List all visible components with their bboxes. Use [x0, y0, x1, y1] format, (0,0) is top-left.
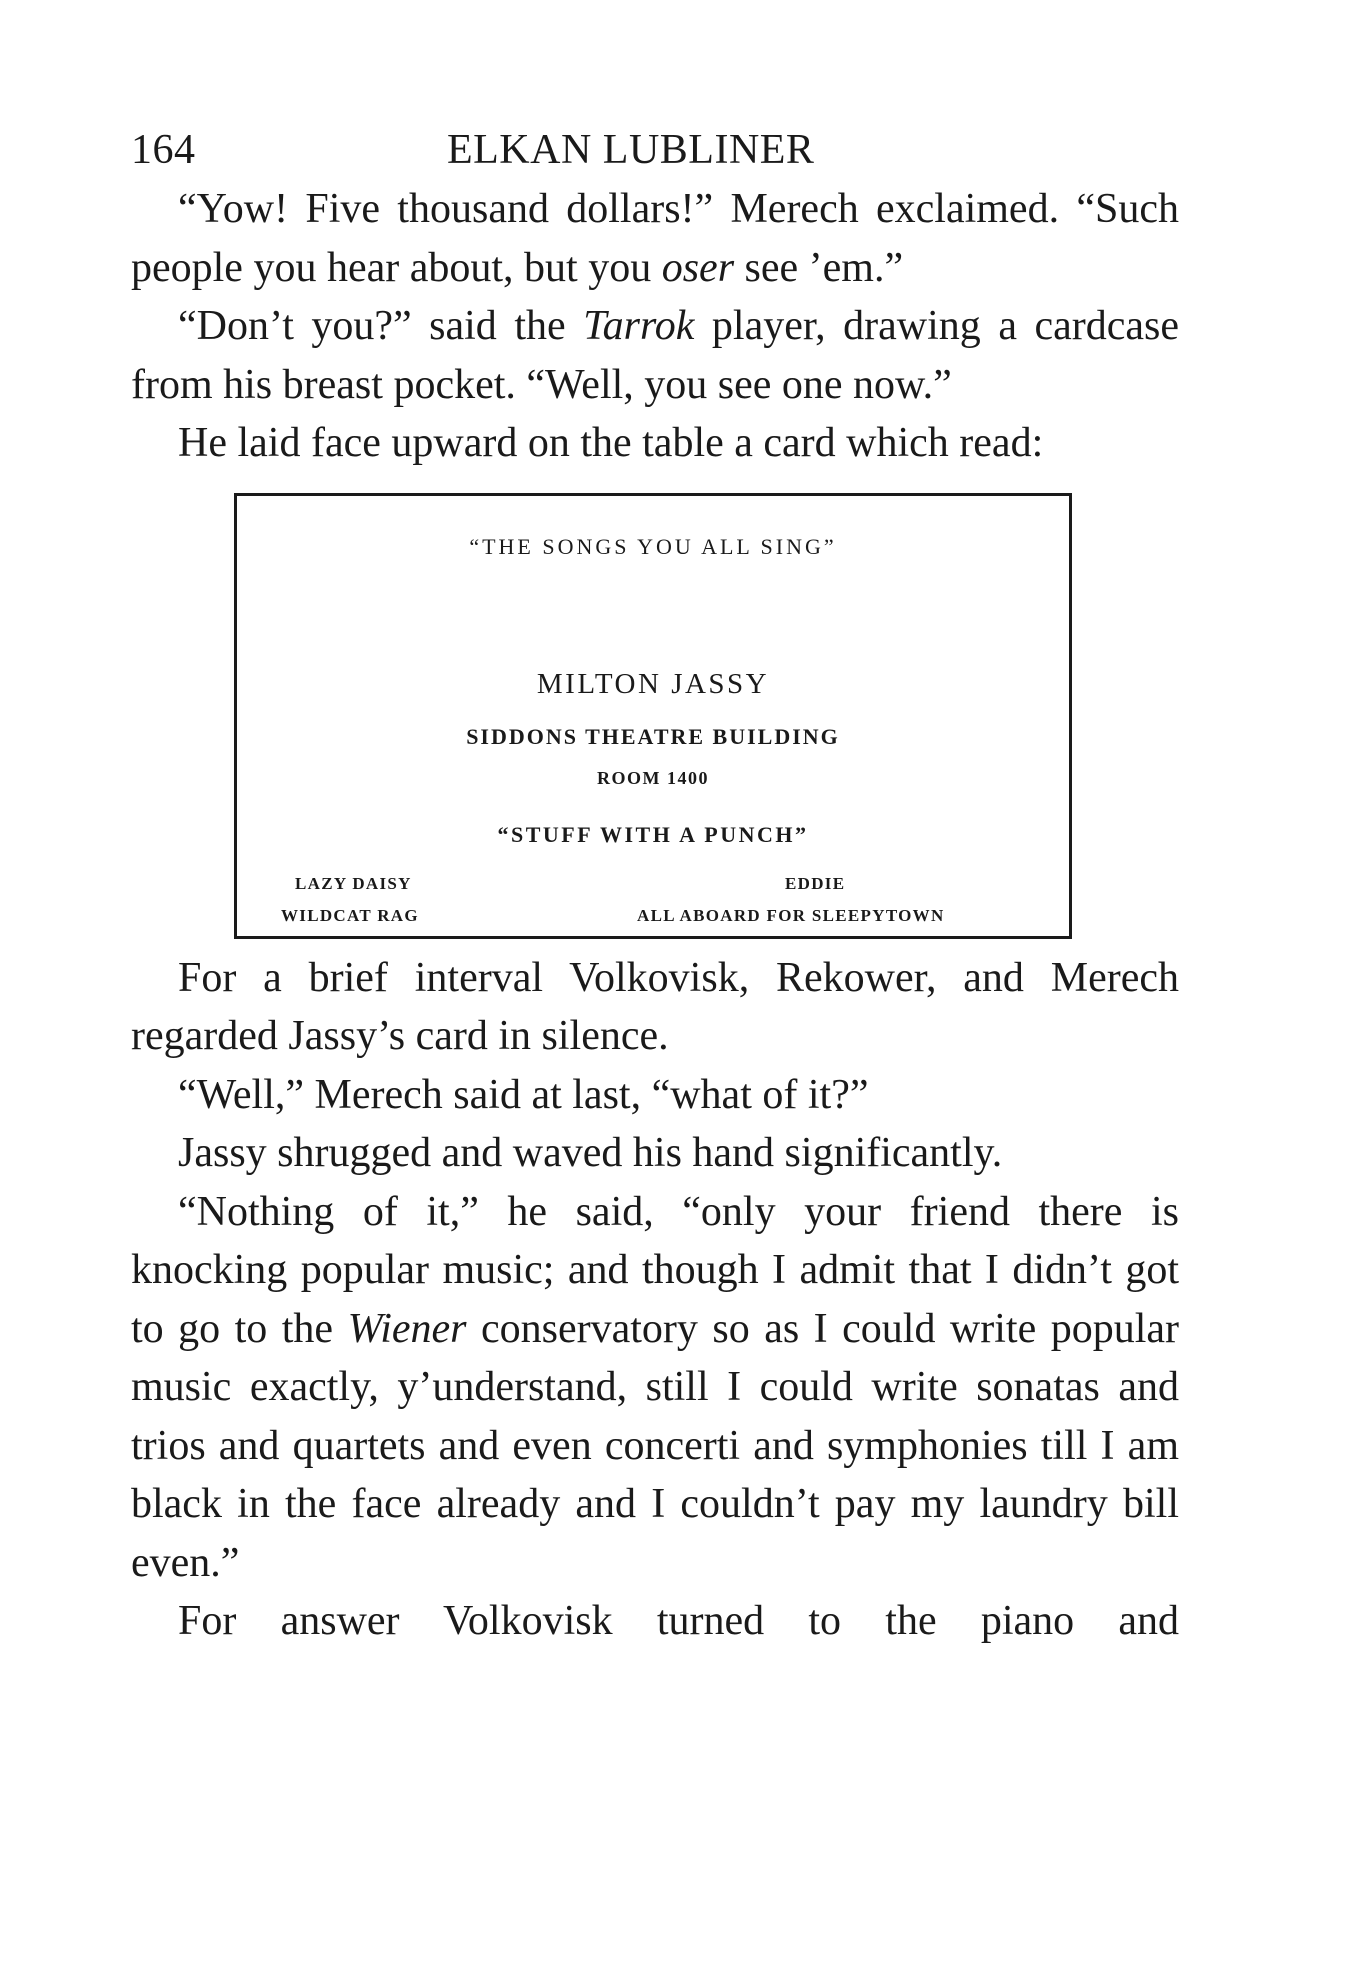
- paragraph-4-text: For a brief interval Volkovisk, Rekower, and Merech regarded Jassy’s card in silence.: [131, 954, 1179, 1059]
- paragraph-7: [131, 1183, 1179, 1593]
- paragraph-1-rest: see ’em.”: [734, 244, 904, 291]
- paragraph-6: [131, 1124, 1179, 1183]
- card-song-lazy-daisy: LAZY DAISY: [295, 873, 412, 893]
- card-song-all-aboard: ALL ABOARD FOR SLEEPYTOWN: [637, 905, 945, 925]
- card-slogan: “STUFF WITH A PUNCH”: [497, 821, 809, 847]
- card-tagline: “THE SONGS YOU ALL SING”: [469, 533, 837, 559]
- paragraph-1-italic: oser: [661, 244, 735, 291]
- paragraph-4: [131, 949, 1179, 1066]
- paragraph-2: [131, 297, 1179, 414]
- book-page: [131, 120, 1179, 1651]
- paragraph-8-text: For answer Volkovisk turned to the piano and: [178, 1598, 1179, 1644]
- page-number: 164: [131, 127, 196, 173]
- running-title: ELKAN LUBLINER: [447, 127, 815, 173]
- paragraph-5-text: “Well,” Merech said at last, “what of it?”: [178, 1071, 869, 1118]
- card-song-wildcat-rag: WILDCAT RAG: [281, 905, 419, 925]
- paragraph-1-text: “Yow! Five thousand dollars!” Merech exclaimed. “Such people you hear about, but you: [131, 186, 1179, 291]
- paragraph-2-italic: Tarrok: [583, 303, 695, 349]
- business-card-wrapper: [131, 493, 1179, 949]
- card-song-eddie: EDDIE: [785, 873, 846, 893]
- card-room: ROOM 1400: [597, 767, 709, 788]
- paragraph-7-italic: Wiener: [347, 1305, 467, 1352]
- business-card: [234, 493, 1072, 939]
- card-name: MILTON JASSY: [536, 667, 770, 700]
- paragraph-7-before: “Nothing of it,” he said, “only your friend there is knocking popular music; and though I admit that I didn’t got to go to the: [131, 1188, 1179, 1352]
- paragraph-2-before: “Don’t you?” said the: [178, 303, 584, 349]
- paragraph-2-after: player, drawing a cardcase from his breast pocket. “Well, you see one now.”: [131, 303, 1179, 408]
- running-header: [131, 120, 1179, 180]
- paragraph-1: [131, 180, 1179, 297]
- paragraph-7-after: conservatory so as I could write popular music exactly, y’understand, still I could write sonatas and trios and quartets and even concerti and symphonies till I am black in the face already and I couldn’t pay my laundry bill even.”: [131, 1305, 1179, 1586]
- paragraph-5: [131, 1066, 1179, 1125]
- card-building: SIDDONS THEATRE BUILDING: [466, 723, 840, 749]
- paragraph-3-text: He laid face upward on the table a card which read:: [178, 420, 1044, 466]
- paragraph-8: [131, 1592, 1179, 1651]
- paragraph-3: [131, 414, 1179, 473]
- paragraph-6-text: Jassy shrugged and waved his hand significantly.: [178, 1130, 1003, 1176]
